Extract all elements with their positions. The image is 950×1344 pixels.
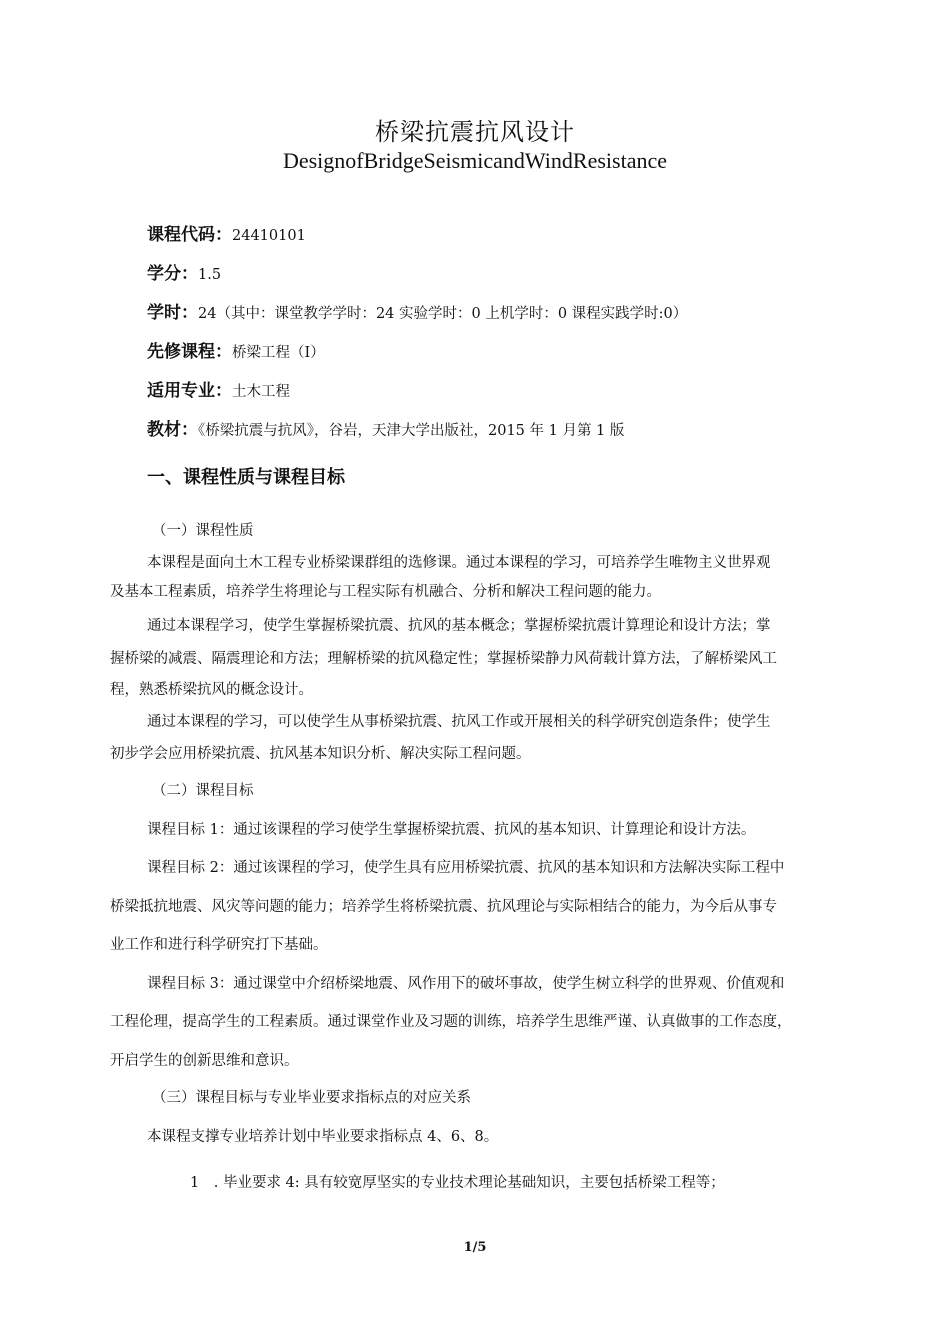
meta-key: 适用专业： — [147, 381, 232, 401]
paragraph-line: 课程目标 1：通过该课程的学习使学生掌握桥梁抗震、抗风的基本知识、计算理论和设计方法。 — [147, 822, 756, 838]
paragraph-line: 桥梁抵抗地震、风灾等问题的能力；培养学生将桥梁抗震、抗风理论与实际相结合的能力，为今后从事专 — [110, 899, 777, 915]
meta-textbook — [147, 415, 624, 440]
paragraph-line: 程，熟悉桥梁抗风的概念设计。 — [110, 682, 313, 698]
meta-value: 土木工程 — [232, 384, 290, 400]
paragraph-line: 初步学会应用桥梁抗震、抗风基本知识分析、解决实际工程问题。 — [110, 746, 531, 762]
subheading-mapping: （三）课程目标与专业毕业要求指标点的对应关系 — [152, 1090, 471, 1106]
paragraph-line: 课程目标 2：通过该课程的学习，使学生具有应用桥梁抗震、抗风的基本知识和方法解决实际工程中 — [147, 860, 785, 876]
meta-value: 24（其中：课堂教学学时：24 实验学时：0 上机学时：0 课程实践学时:0） — [198, 306, 688, 322]
title-chinese: 桥梁抗震抗风设计 — [375, 118, 575, 146]
list-item: 1 . 毕业要求 4: 具有较宽厚坚实的专业技术理论基础知识，主要包括桥梁工程等； — [190, 1175, 725, 1191]
paragraph-line: 业工作和进行科学研究打下基础。 — [110, 937, 328, 953]
paragraph-line: 及基本工程素质，培养学生将理论与工程实际有机融合、分析和解决工程问题的能力。 — [110, 584, 661, 600]
paragraph-line: 课程目标 3：通过课堂中介绍桥梁地震、风作用下的破坏事故，使学生树立科学的世界观、价值观和 — [147, 976, 785, 992]
meta-hours — [147, 298, 687, 323]
paragraph-line: 通过本课程的学习，可以使学生从事桥梁抗震、抗风工作或开展相关的科学研究创造条件；使学生 — [147, 714, 771, 730]
paragraph-line: 开启学生的创新思维和意识。 — [110, 1053, 299, 1069]
meta-key: 先修课程： — [147, 342, 232, 362]
paragraph-line: 通过本课程学习，使学生掌握桥梁抗震、抗风的基本概念；掌握桥梁抗震计算理论和设计方法；掌 — [147, 618, 771, 634]
meta-key: 学分： — [147, 264, 198, 284]
meta-value: 1.5 — [198, 267, 222, 283]
meta-value: 24410101 — [232, 228, 306, 244]
meta-major — [147, 376, 290, 401]
meta-key: 教材： — [147, 420, 198, 440]
subheading-course-nature: （一）课程性质 — [152, 523, 254, 539]
paragraph-line: 握桥梁的减震、隔震理论和方法；理解桥梁的抗风稳定性；掌握桥梁静力风荷载计算方法，了解桥梁风工 — [110, 651, 777, 667]
meta-value: 桥梁工程（I） — [232, 345, 325, 361]
meta-key: 学时： — [147, 303, 198, 323]
paragraph-line: 本课程支撑专业培养计划中毕业要求指标点 4、6、8。 — [147, 1129, 499, 1145]
paragraph-line: 工程伦理，提高学生的工程素质。通过课堂作业及习题的训练，培养学生思维严谨、认真做事的工作态度， — [110, 1014, 792, 1030]
meta-course-code — [147, 220, 306, 245]
section-heading: 一、课程性质与课程目标 — [147, 467, 345, 488]
meta-prerequisite — [147, 337, 325, 362]
subheading-course-objectives: （二）课程目标 — [152, 783, 254, 799]
meta-credits — [147, 259, 221, 284]
meta-value: 《桥梁抗震与抗风》，谷岩，天津大学出版社，2015 年 1 月第 1 版 — [198, 423, 625, 439]
meta-key: 课程代码： — [147, 225, 232, 245]
title-english: DesignofBridgeSeismicandWindResistance — [282, 148, 668, 173]
page-number: 1/5 — [463, 1240, 487, 1255]
paragraph-line: 本课程是面向土木工程专业桥梁课群组的选修课。通过本课程的学习，可培养学生唯物主义世界观 — [147, 555, 771, 571]
